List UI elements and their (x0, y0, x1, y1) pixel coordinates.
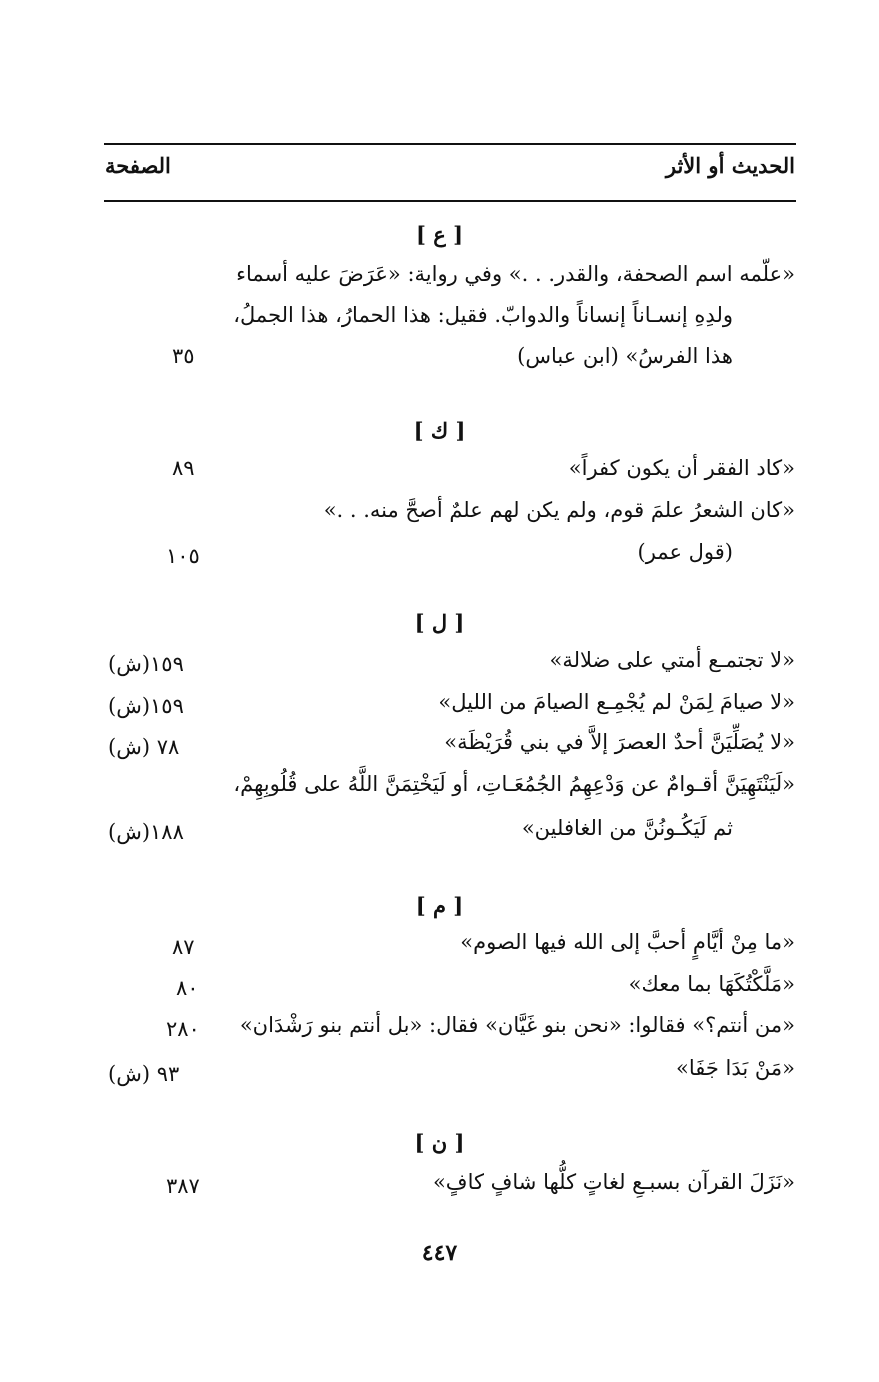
index-entry: «كان الشعرُ علمَ قوم، ولم يكن لهم علمٌ أصحَّ منه. . .» (323, 498, 795, 522)
index-entry: «من أنتم؟» فقالوا: «نحن بنو غَيَّان» فقال: «بل أنتم بنو رَشْدَان» (239, 1013, 795, 1037)
page-column-header: الصفحة (105, 153, 171, 178)
page-ref: ٨٧ (172, 935, 195, 959)
index-entry: «علّمه اسم الصحفة، والقدر. . .» وفي رواية: «عَرَضَ عليه أسماء (236, 262, 795, 286)
page-ref: ٣٥ (172, 344, 195, 368)
index-entry: «لا يُصَلِّيَنَّ أحدٌ العصرَ إلاَّ في بني قُرَيْظَة» (444, 730, 795, 754)
page-ref: ٧٨ (ش) (108, 735, 180, 759)
index-entry: «لا تجتمـع أمتي على ضلالة» (549, 648, 795, 672)
page-ref: ٨٩ (172, 456, 195, 480)
section-letter: [ م ] (415, 893, 464, 918)
page-ref: ٢٨٠ (166, 1017, 200, 1041)
index-entry: «لَيَنْتَهِيَنَّ أقـوامٌ عن وَدْعِهِمُ الجُمُعَـاتِ، أو لَيَخْتِمَنَّ اللَّهُ على قُلُوبِهِمْ، (233, 772, 795, 796)
index-entry: (قول عمر) (637, 540, 733, 564)
page-ref: ١٠٥ (166, 544, 200, 568)
page-ref: ١٥٩(ش) (108, 694, 184, 718)
index-entry: «مَلَّكْتُكَهَا بما معك» (628, 972, 795, 996)
page-ref: ٨٠ (176, 976, 199, 1000)
section-letter: [ ل ] (414, 610, 465, 635)
index-entry: «لا صيامَ لِمَنْ لم يُجْمِـع الصيامَ من الليل» (438, 690, 795, 714)
section-letter: [ ن ] (414, 1130, 465, 1155)
header-bottom-rule (104, 200, 796, 202)
index-entry: ولدِهِ إنسـاناً إنساناً والدوابّ. فقيل: هذا الحمارُ، هذا الجملُ، (233, 303, 733, 327)
top-rule (104, 143, 796, 145)
index-entry: ثم لَيَكُـونُنَّ من الغافلين» (521, 816, 733, 840)
page-ref: ٩٣ (ش) (108, 1062, 180, 1086)
page-ref: ٣٨٧ (166, 1174, 200, 1198)
index-entry: «مَنْ بَدَا جَفَا» (676, 1056, 795, 1080)
page-number: ٤٤٧ (421, 1240, 458, 1266)
index-entry: «ما مِنْ أيَّامٍ أحبَّ إلى الله فيها الصوم» (460, 930, 795, 954)
section-letter: [ ك ] (413, 418, 466, 443)
index-entry: «نَزَلَ القرآن بسبـعِ لغاتٍ كلُّها شافٍ كافٍ» (432, 1170, 795, 1194)
section-letter: [ ع ] (415, 222, 464, 247)
hadith-column-header: الحديث أو الأثر (665, 153, 795, 178)
page-ref: ١٥٩(ش) (108, 652, 184, 676)
page-ref: ١٨٨(ش) (108, 820, 184, 844)
index-entry: «كاد الفقر أن يكون كفراً» (568, 456, 795, 480)
index-entry: هذا الفرسُ» (ابن عباس) (517, 344, 733, 368)
